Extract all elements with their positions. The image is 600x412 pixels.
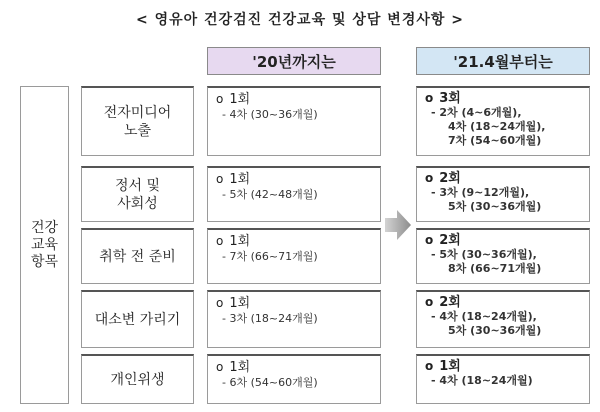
detail: 4차 (18~24개월), [448,120,546,133]
detail: - 3차 (9~12개월), [431,186,530,199]
detail: - 4차 (18~24개월), [431,310,537,323]
count: 2회 [439,171,461,186]
group-label-line: 항목 [30,253,59,270]
count: 3회 [439,91,461,106]
detail: 7차 (54~60개월) [448,134,542,147]
column-header-after: '21.4월부터는 [416,47,590,75]
detail: - 4차 (18~24개월) [431,374,533,387]
bullet-icon: o [216,234,224,248]
bullet-icon: o [425,359,434,373]
item-toilet-training [81,290,194,348]
before-cell [207,166,381,222]
item-label: 노출 [123,122,152,139]
group-label [20,86,69,404]
item-label: 정서 및 [114,177,161,194]
item-emotion-social [81,166,194,222]
detail: - 6차 (54~60개월) [222,376,318,389]
detail: 8차 (66~71개월) [448,262,542,275]
count: 1회 [439,359,461,374]
item-label: 취학 전 준비 [99,248,176,265]
item-personal-hygiene [81,354,194,404]
bullet-icon: o [216,92,224,106]
detail: - 4차 (30~36개월) [222,108,318,121]
before-cell [207,86,381,156]
item-label: 개인위생 [110,371,165,388]
after-cell [416,354,590,404]
count: 1회 [229,234,251,249]
after-cell [416,290,590,348]
arrow-right-icon [385,210,411,240]
detail: 5차 (30~36개월) [448,200,542,213]
after-cell [416,166,590,222]
after-cell [416,228,590,284]
count: 1회 [229,360,251,375]
detail: - 5차 (30~36개월), [431,248,537,261]
before-cell [207,228,381,284]
bullet-icon: o [216,296,224,310]
item-media-exposure [81,86,194,156]
count: 1회 [229,296,251,311]
after-cell [416,86,590,156]
count: 1회 [229,92,251,107]
group-label-line: 건강 [30,219,59,236]
detail: - 7차 (66~71개월) [222,250,318,263]
bullet-icon: o [216,172,224,186]
count: 2회 [439,295,461,310]
bullet-icon: o [425,233,434,247]
before-cell [207,354,381,404]
detail: - 3차 (18~24개월) [222,312,318,325]
before-cell [207,290,381,348]
item-label: 대소변 가리기 [94,311,181,328]
page-title: < 영유아 건강검진 건강교육 및 상담 변경사항 > [135,12,464,28]
group-label-line: 교육 [30,236,59,253]
count: 2회 [439,233,461,248]
detail: - 2차 (4~6개월), [431,106,522,119]
detail: - 5차 (42~48개월) [222,188,318,201]
bullet-icon: o [425,295,434,309]
item-label: 사회성 [117,195,158,212]
bullet-icon: o [425,91,434,105]
item-label: 전자미디어 [103,104,172,121]
count: 1회 [229,172,251,187]
item-school-readiness [81,228,194,284]
bullet-icon: o [216,360,224,374]
column-header-before: '20년까지는 [207,47,381,75]
detail: 5차 (30~36개월) [448,324,542,337]
bullet-icon: o [425,171,434,185]
